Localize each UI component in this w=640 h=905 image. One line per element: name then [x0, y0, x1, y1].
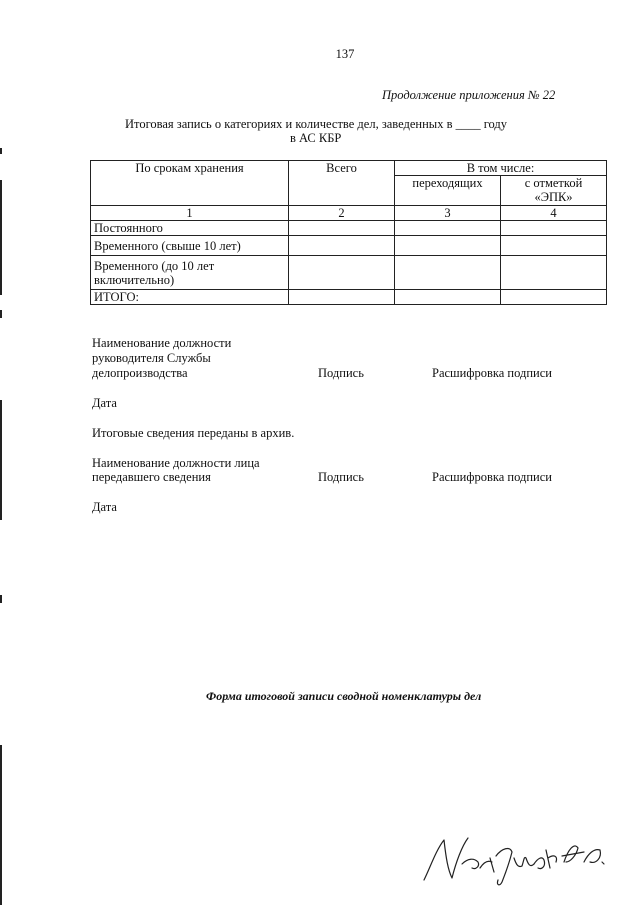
position-title-1: делопроизводства — [92, 366, 188, 380]
header-label: Всего — [326, 161, 357, 175]
heading-line-1: Итоговая запись о категориях и количестве дел, заведенных в ____ году — [125, 117, 508, 131]
table-cell — [289, 256, 395, 290]
signature-label-2: Подпись — [318, 470, 364, 484]
row-label: Постоянного — [91, 221, 289, 236]
header-including — [395, 161, 607, 176]
position-title-1: руководителя Службы — [92, 351, 211, 365]
header-storage-period — [91, 161, 289, 206]
table-cell — [395, 256, 501, 290]
header-label: По срокам хранения — [135, 161, 244, 175]
table-cell — [395, 236, 501, 256]
table-row — [91, 236, 607, 256]
header-label: переходящих — [412, 176, 483, 191]
header-epk-mark — [501, 176, 607, 206]
heading-line-2: в АС КБР — [290, 131, 342, 145]
form-caption: Форма итоговой записи сводной номенклатуры дел — [206, 689, 482, 703]
table-cell — [289, 236, 395, 256]
table-cell — [501, 256, 607, 290]
storage-categories-table — [90, 160, 607, 305]
row-label: ИТОГО: — [91, 290, 289, 305]
position-title-1: Наименование должности — [92, 336, 232, 350]
header-label: В том числе: — [466, 161, 535, 175]
row-label-text: Временного (до 10 лет — [94, 259, 215, 273]
date-label-2: Дата — [92, 500, 117, 514]
column-number: 4 — [501, 206, 607, 221]
row-label — [91, 236, 289, 256]
row-label — [91, 256, 289, 290]
date-label-1: Дата — [92, 396, 117, 410]
header-transitional — [395, 176, 501, 206]
table-cell — [501, 290, 607, 305]
table-cell — [501, 236, 607, 256]
column-number: 3 — [395, 206, 501, 221]
appendix-note: Продолжение приложения № 22 — [382, 88, 556, 102]
decoding-label-2: Расшифровка подписи — [432, 470, 552, 484]
table-row — [91, 221, 607, 236]
table-number-row — [91, 206, 607, 221]
scan-edge-mark — [0, 745, 2, 905]
position-title-2: Наименование должности лица — [92, 456, 260, 470]
column-number: 1 — [91, 206, 289, 221]
position-title-2: передавшего сведения — [92, 470, 211, 484]
header-label: «ЭПК» — [534, 190, 573, 205]
table-cell — [395, 290, 501, 305]
table-row-total — [91, 290, 607, 305]
scan-edge-mark — [0, 595, 2, 603]
scan-edge-mark — [0, 148, 2, 154]
header-label: с отметкой — [524, 176, 583, 191]
table-cell — [289, 221, 395, 236]
signature-label-1: Подпись — [318, 366, 364, 380]
page-number: 137 — [335, 47, 355, 61]
row-label-text: включительно) — [94, 273, 175, 287]
table-cell — [501, 221, 607, 236]
scan-edge-mark — [0, 310, 2, 318]
transfer-note: Итоговые сведения переданы в архив. — [92, 426, 295, 440]
row-label-text: Временного (свыше 10 лет) — [94, 238, 241, 253]
column-number: 2 — [289, 206, 395, 221]
decoding-label-1: Расшифровка подписи — [432, 366, 552, 380]
handwritten-signature — [418, 828, 608, 888]
scan-edge-mark — [0, 400, 2, 520]
header-total — [289, 161, 395, 206]
table-cell — [395, 221, 501, 236]
scan-edge-mark — [0, 180, 2, 295]
table-row — [91, 256, 607, 290]
table-cell — [289, 290, 395, 305]
table-header-row — [91, 161, 607, 176]
